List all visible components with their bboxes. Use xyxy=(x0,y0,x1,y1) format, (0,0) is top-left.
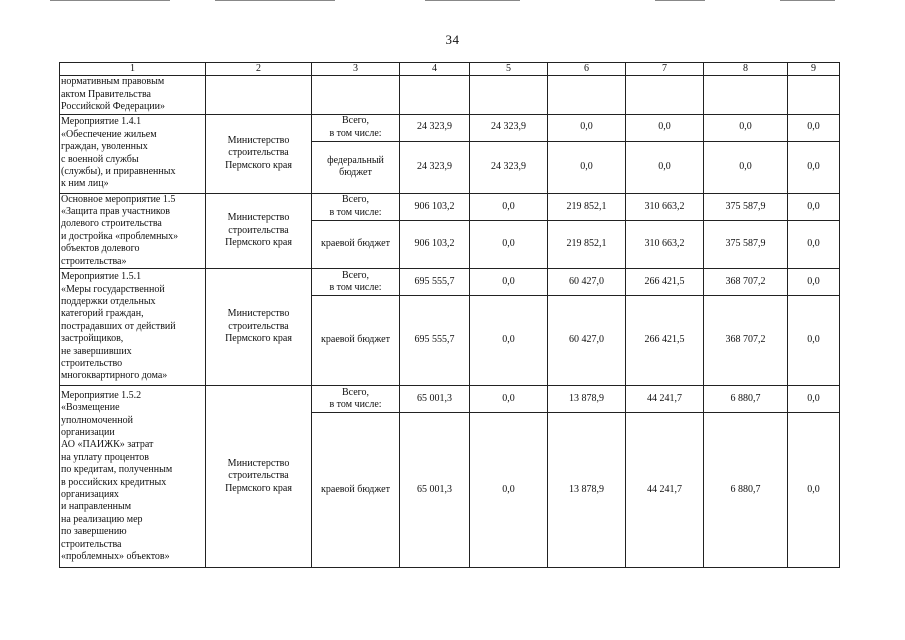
cell-line: Министерство xyxy=(227,308,290,320)
cell-line: категорий граждан, xyxy=(61,308,144,320)
empty-cell xyxy=(704,76,788,114)
amount-cell: 44 241,7 xyxy=(626,413,704,568)
cell-line: (службы), и приравненных xyxy=(61,166,176,178)
amount-cell: 0,0 xyxy=(788,114,840,141)
cell-line: Всего, xyxy=(341,115,370,127)
cell-line: Министерство xyxy=(227,135,290,147)
amount-cell: 44 241,7 xyxy=(626,386,704,413)
amount-cell: 219 852,1 xyxy=(548,220,626,268)
amount-cell: 60 427,0 xyxy=(548,296,626,386)
cell-line: «Обеспечение жильем xyxy=(61,128,157,140)
amount-cell: 310 663,2 xyxy=(626,220,704,268)
cell-line: Всего, xyxy=(341,194,370,206)
cell-line: на уплату процентов xyxy=(61,451,150,463)
funding-source-cell xyxy=(312,114,400,141)
cell-line: Министерство xyxy=(227,212,290,224)
amount-cell: 906 103,2 xyxy=(400,220,470,268)
cell-line: Пермского края xyxy=(225,159,292,171)
cell-line: Основное мероприятие 1.5 xyxy=(61,193,176,205)
table-row xyxy=(60,386,840,413)
cell-line: организации xyxy=(61,426,115,438)
cell-line: Пермского края xyxy=(225,237,292,249)
page-number: 34 xyxy=(445,32,460,47)
cell-line: строительство xyxy=(61,358,123,370)
column-number: 9 xyxy=(788,63,840,76)
empty-cell xyxy=(312,76,400,114)
empty-cell xyxy=(206,76,312,114)
cell-line: Пермского края xyxy=(225,482,292,494)
amount-cell: 695 555,7 xyxy=(400,269,470,296)
funding-source-cell xyxy=(312,193,400,220)
funding-source-cell xyxy=(312,413,400,568)
cell-line: объектов долевого xyxy=(61,243,140,255)
cell-line: пострадавших от действий xyxy=(61,320,176,332)
amount-cell: 0,0 xyxy=(470,220,548,268)
amount-cell: 695 555,7 xyxy=(400,296,470,386)
measure-name-cell xyxy=(60,386,206,568)
cell-line: актом Правительства xyxy=(61,88,151,100)
cell-line: строительства xyxy=(228,320,289,332)
funding-source-cell xyxy=(312,220,400,268)
amount-cell: 0,0 xyxy=(470,193,548,220)
amount-cell: 0,0 xyxy=(788,413,840,568)
amount-cell: 310 663,2 xyxy=(626,193,704,220)
cell-line: в российских кредитных xyxy=(61,476,167,488)
column-number: 1 xyxy=(60,63,206,76)
empty-cell xyxy=(400,76,470,114)
cell-line: Министерство xyxy=(227,457,290,469)
cell-line: не завершивших xyxy=(61,345,132,357)
cell-line: АО «ПАИЖК» затрат xyxy=(61,439,154,451)
amount-cell: 0,0 xyxy=(470,296,548,386)
executor-cell xyxy=(206,269,312,386)
amount-cell: 375 587,9 xyxy=(704,193,788,220)
empty-cell xyxy=(626,76,704,114)
cell-line: по кредитам, полученным xyxy=(61,464,173,476)
top-scan-line xyxy=(655,0,705,1)
empty-cell xyxy=(470,76,548,114)
executor-cell xyxy=(206,386,312,568)
amount-cell: 24 323,9 xyxy=(400,114,470,141)
column-number: 4 xyxy=(400,63,470,76)
budget-table xyxy=(59,62,840,568)
amount-cell: 0,0 xyxy=(704,141,788,193)
cell-line: строительства xyxy=(228,224,289,236)
cell-line: Мероприятие 1.5.2 xyxy=(61,389,142,401)
amount-cell: 266 421,5 xyxy=(626,269,704,296)
column-number: 7 xyxy=(626,63,704,76)
amount-cell: 375 587,9 xyxy=(704,220,788,268)
measure-name-cell xyxy=(60,193,206,268)
cell-line: Пермского края xyxy=(225,333,292,345)
cell-line: по завершению xyxy=(61,526,127,538)
cell-line: краевой бюджет xyxy=(321,334,390,346)
top-scan-line xyxy=(425,0,520,1)
cell-line: граждан, уволенных xyxy=(61,141,148,153)
funding-source-cell xyxy=(312,296,400,386)
amount-cell: 0,0 xyxy=(788,141,840,193)
amount-cell: 24 323,9 xyxy=(400,141,470,193)
amount-cell: 0,0 xyxy=(548,141,626,193)
column-number: 2 xyxy=(206,63,312,76)
cell-line: строительства» xyxy=(61,255,127,267)
column-number-row xyxy=(60,63,840,76)
amount-cell: 0,0 xyxy=(548,114,626,141)
cell-line: краевой бюджет xyxy=(321,483,390,495)
measure-name-cell xyxy=(60,76,206,114)
executor-cell xyxy=(206,193,312,268)
amount-cell: 24 323,9 xyxy=(470,141,548,193)
cell-line: «проблемных» объектов» xyxy=(61,551,170,562)
cell-line: уполномоченной xyxy=(61,414,133,426)
top-scan-line xyxy=(215,0,335,1)
cell-line: Всего, xyxy=(341,269,370,281)
amount-cell: 368 707,2 xyxy=(704,296,788,386)
cell-line: Российской Федерации» xyxy=(61,101,166,113)
cell-line: в том числе: xyxy=(329,282,382,294)
cell-line: строительства xyxy=(61,538,122,550)
cell-line: Мероприятие 1.4.1 xyxy=(61,116,142,128)
cell-line: «Возмещение xyxy=(61,402,120,414)
amount-cell: 65 001,3 xyxy=(400,386,470,413)
table-row xyxy=(60,193,840,220)
cell-line: поддержки отдельных xyxy=(61,296,156,308)
amount-cell: 6 880,7 xyxy=(704,386,788,413)
amount-cell: 6 880,7 xyxy=(704,413,788,568)
amount-cell: 0,0 xyxy=(626,114,704,141)
top-scan-line xyxy=(50,0,170,1)
cell-line: организациях xyxy=(61,488,119,500)
continuation-row xyxy=(60,76,840,114)
top-scan-line xyxy=(780,0,835,1)
cell-line: долевого строительства xyxy=(61,218,162,230)
measure-name-cell xyxy=(60,114,206,193)
cell-line: нормативным правовым xyxy=(61,76,165,88)
column-number: 8 xyxy=(704,63,788,76)
cell-line: «Защита прав участников xyxy=(61,206,170,218)
cell-line: в том числе: xyxy=(329,399,382,411)
cell-line: строительства xyxy=(228,470,289,482)
amount-cell: 13 878,9 xyxy=(548,413,626,568)
amount-cell: 0,0 xyxy=(470,413,548,568)
cell-line: краевой бюджет xyxy=(321,238,390,250)
cell-line: «Меры государственной xyxy=(61,283,165,295)
amount-cell: 0,0 xyxy=(788,193,840,220)
executor-cell xyxy=(206,114,312,193)
cell-line: на реализацию мер xyxy=(61,513,143,525)
empty-cell xyxy=(788,76,840,114)
cell-line: с военной службы xyxy=(61,153,139,165)
cell-line: многоквартирного дома» xyxy=(61,370,168,382)
amount-cell: 0,0 xyxy=(788,386,840,413)
amount-cell: 65 001,3 xyxy=(400,413,470,568)
table-row xyxy=(60,269,840,296)
funding-source-cell xyxy=(312,269,400,296)
cell-line: в том числе: xyxy=(329,127,382,139)
amount-cell: 0,0 xyxy=(788,269,840,296)
cell-line: федеральный xyxy=(327,154,384,166)
measure-name-cell xyxy=(60,269,206,386)
cell-line: застройщиков, xyxy=(61,333,124,345)
amount-cell: 0,0 xyxy=(470,269,548,296)
amount-cell: 906 103,2 xyxy=(400,193,470,220)
amount-cell: 0,0 xyxy=(626,141,704,193)
amount-cell: 13 878,9 xyxy=(548,386,626,413)
amount-cell: 0,0 xyxy=(704,114,788,141)
cell-line: в том числе: xyxy=(329,206,382,218)
cell-line: и направленным xyxy=(61,501,132,513)
table-row xyxy=(60,114,840,141)
cell-line: строительства xyxy=(228,147,289,159)
cell-line: и достройка «проблемных» xyxy=(61,230,179,242)
column-number: 5 xyxy=(470,63,548,76)
amount-cell: 266 421,5 xyxy=(626,296,704,386)
funding-source-cell xyxy=(312,386,400,413)
amount-cell: 24 323,9 xyxy=(470,114,548,141)
amount-cell: 0,0 xyxy=(788,296,840,386)
amount-cell: 0,0 xyxy=(470,386,548,413)
empty-cell xyxy=(548,76,626,114)
amount-cell: 219 852,1 xyxy=(548,193,626,220)
column-number: 6 xyxy=(548,63,626,76)
amount-cell: 368 707,2 xyxy=(704,269,788,296)
amount-cell: 60 427,0 xyxy=(548,269,626,296)
cell-line: Мероприятие 1.5.1 xyxy=(61,271,142,283)
funding-source-cell xyxy=(312,141,400,193)
cell-line: к ним лиц» xyxy=(61,178,109,190)
cell-line: Всего, xyxy=(341,386,370,398)
column-number: 3 xyxy=(312,63,400,76)
amount-cell: 0,0 xyxy=(788,220,840,268)
cell-line: бюджет xyxy=(339,167,372,179)
